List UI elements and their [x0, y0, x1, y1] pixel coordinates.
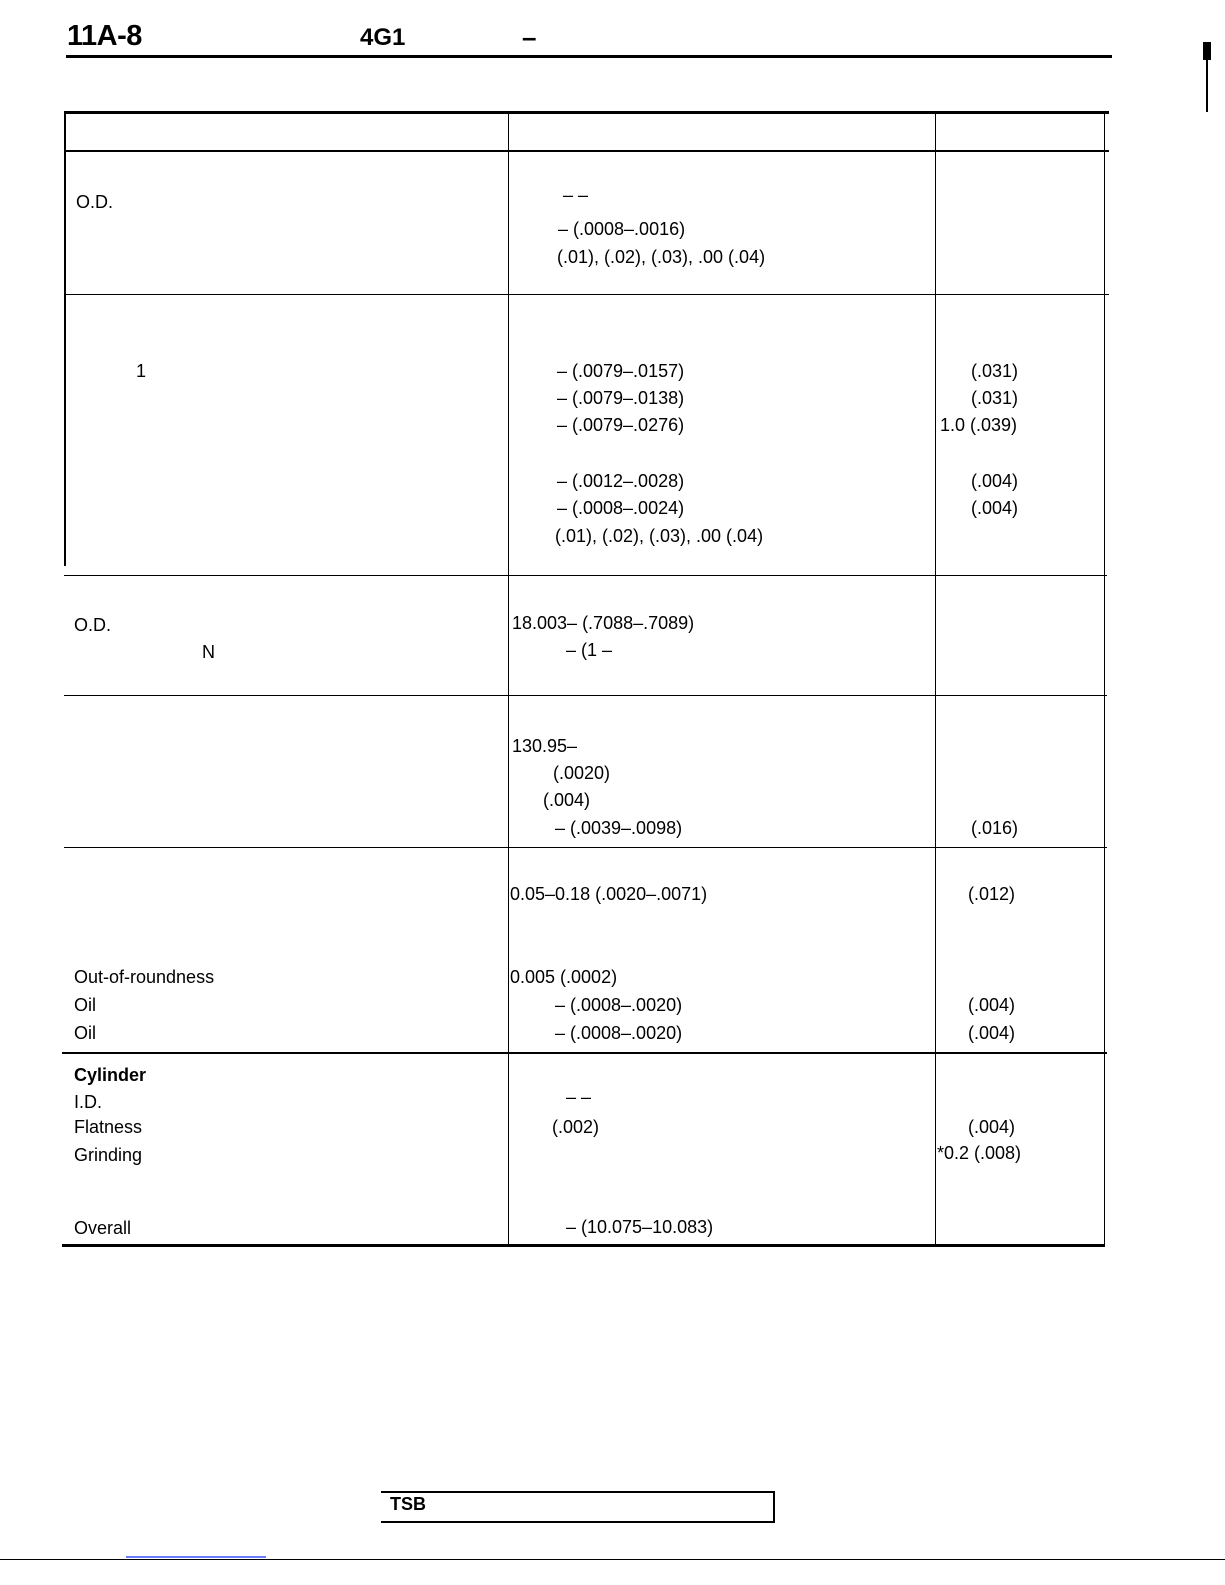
- spec-label: Oil: [74, 1023, 96, 1043]
- spec-value: (.01), (.02), (.03), .00 (.04): [557, 247, 766, 267]
- spec-value: – –: [566, 1087, 592, 1107]
- limit-value: (.004): [971, 471, 1019, 491]
- row-divider: [64, 294, 1109, 295]
- spec-value: 0.005 (.0002): [510, 967, 618, 987]
- limit-value: *0.2 (.008): [937, 1143, 1022, 1163]
- spec-value: – (.0039–.0098): [555, 818, 683, 838]
- header-rule: [66, 55, 1112, 58]
- spec-label: O.D.: [74, 615, 112, 635]
- spec-label: N: [202, 642, 215, 662]
- spec-value: – (.0008–.0016): [558, 219, 686, 239]
- spec-value: – –: [563, 185, 589, 205]
- page-bottom-rule: [0, 1559, 1225, 1560]
- table-bottom-border: [62, 1244, 1105, 1247]
- limit-value: (.004): [971, 498, 1019, 518]
- column-divider: [508, 111, 509, 1247]
- page-edge-mark: [1203, 42, 1211, 60]
- spec-value: (.0020): [553, 763, 611, 783]
- spec-value: – (.0008–.0024): [557, 498, 685, 518]
- spec-value: 130.95–: [512, 736, 578, 756]
- spec-value: (.01), (.02), (.03), .00 (.04): [555, 526, 764, 546]
- page-number: 11A-8: [67, 20, 142, 52]
- limit-value: (.004): [968, 1117, 1016, 1137]
- spec-value: – (1 –: [566, 640, 613, 660]
- limit-value: 1.0 (.039): [940, 415, 1018, 435]
- limit-value: (.004): [968, 1023, 1016, 1043]
- spec-label: Grinding: [74, 1145, 143, 1165]
- row-divider: [64, 695, 1107, 696]
- row-divider: [62, 1052, 1107, 1054]
- spec-label: Out-of-roundness: [74, 967, 215, 987]
- footer-link-underline: [126, 1556, 266, 1558]
- spec-label: O.D.: [76, 192, 114, 212]
- spec-label: Cylinder: [74, 1065, 147, 1085]
- spec-label: 1: [136, 361, 147, 381]
- spec-label: I.D.: [74, 1092, 103, 1112]
- spec-value: (.002): [552, 1117, 600, 1137]
- tsb-revision-box: [381, 1491, 775, 1523]
- header-dash: –: [522, 22, 537, 52]
- engine-code: 4G1: [360, 24, 406, 51]
- limit-value: (.031): [971, 361, 1019, 381]
- spec-value: – (10.075–10.083): [566, 1217, 714, 1237]
- spec-value: – (.0079–.0157): [557, 361, 685, 381]
- row-divider: [64, 575, 1107, 576]
- table-right-border: [1104, 111, 1105, 1247]
- spec-value: (.004): [543, 790, 591, 810]
- tsb-label: TSB: [390, 1494, 426, 1514]
- spec-value: – (.0008–.0020): [555, 995, 683, 1015]
- limit-value: (.016): [971, 818, 1019, 838]
- limit-value: (.031): [971, 388, 1019, 408]
- column-divider: [935, 111, 936, 1247]
- row-divider: [64, 847, 1107, 848]
- spec-value: 0.05–0.18 (.0020–.0071): [510, 884, 708, 904]
- table-left-border: [64, 111, 66, 566]
- spec-label: Flatness: [74, 1117, 143, 1137]
- spec-value: – (.0079–.0276): [557, 415, 685, 435]
- spec-value: 18.003– (.7088–.7089): [512, 613, 695, 633]
- spec-value: – (.0008–.0020): [555, 1023, 683, 1043]
- spec-value: – (.0012–.0028): [557, 471, 685, 491]
- limit-value: (.004): [968, 995, 1016, 1015]
- spec-label: Overall: [74, 1218, 132, 1238]
- table-header-rule: [64, 150, 1109, 152]
- limit-value: (.012): [968, 884, 1016, 904]
- page-edge-line: [1206, 60, 1208, 112]
- table-top-border: [64, 111, 1109, 114]
- spec-value: – (.0079–.0138): [557, 388, 685, 408]
- spec-label: Oil: [74, 995, 96, 1015]
